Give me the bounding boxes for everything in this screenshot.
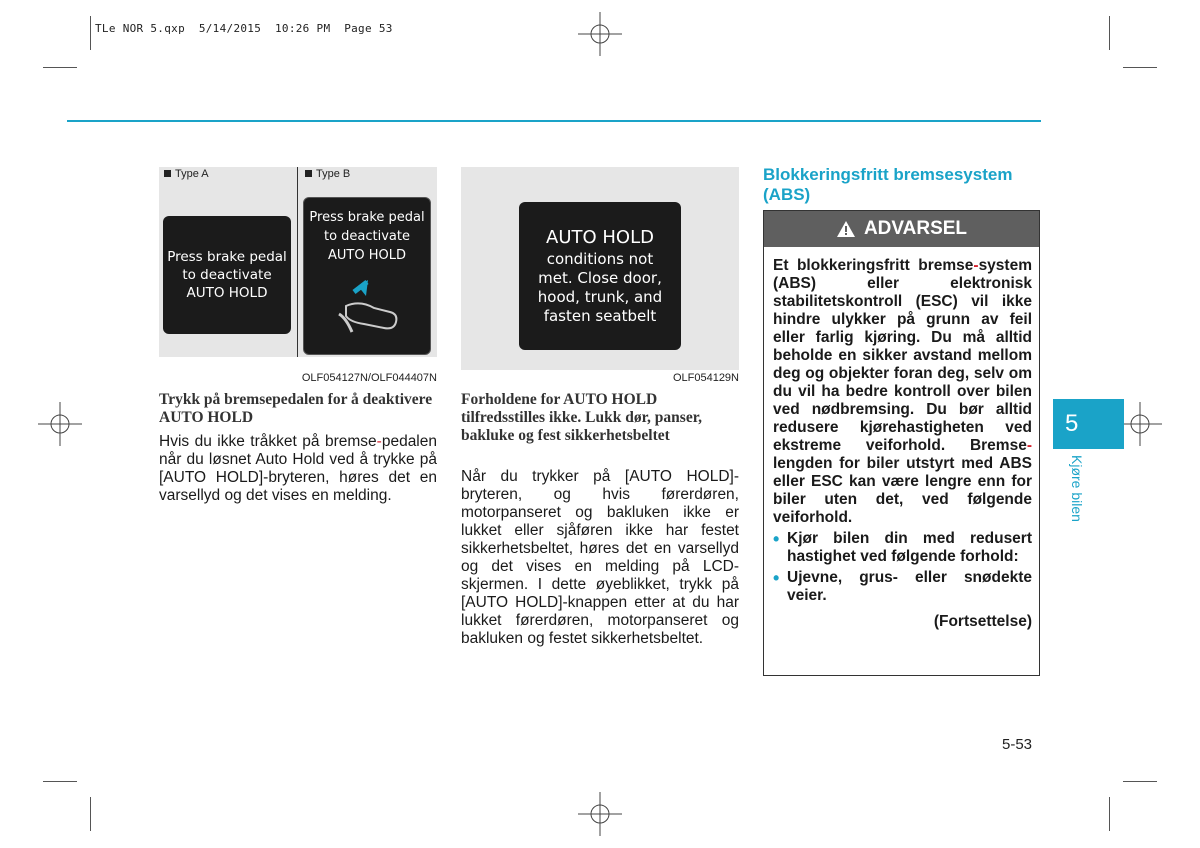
chapter-number: 5 (1065, 410, 1079, 437)
type-a-label: Type A (164, 168, 209, 180)
body-text-col1: Hvis du ikke tråkket på bremse-pedalen når du løsnet Auto Hold ved å trykke på [AUTO HOLD]-bryteren, høres det en varsellyd og det vises en melding. (159, 433, 437, 504)
figure-code-middle: OLF054129N (672, 372, 739, 384)
registration-mark-icon (1118, 402, 1162, 446)
chapter-tab (1053, 399, 1124, 449)
chapter-label-vertical (1060, 455, 1092, 535)
warning-triangle-icon (836, 220, 856, 238)
registration-mark-icon (38, 402, 82, 446)
caption-deactivate-auto-hold: Trykk på bremsepedalen for å deaktivere AUTO HOLD (159, 391, 433, 426)
warning-header (764, 211, 1039, 247)
section-title-abs: Blokkeringsfritt bremsesystem (ABS) (763, 165, 1013, 204)
warning-text (773, 257, 1032, 631)
type-b-label: Type B (305, 168, 350, 180)
figure-code-left: OLF054127N/OLF044407N (301, 372, 437, 384)
warning-box (763, 210, 1040, 676)
warning-bullet: • Ujevne, grus- eller snødekte veier. (773, 569, 1032, 605)
lcd-screen-type-a: Press brake pedal to deactivate AUTO HOLD (163, 216, 291, 334)
crop-mark (90, 16, 91, 50)
registration-mark-icon (578, 12, 622, 56)
crop-mark (90, 797, 91, 831)
crop-mark (1123, 781, 1157, 782)
crop-mark (43, 67, 77, 68)
crop-mark (1109, 797, 1110, 831)
warning-paragraph: Et blokkeringsfritt bremse-system (ABS) eller elektronisk stabilitetskontroll (ESC) vil ikke hindre ulykker på grunn av feil eller farlig kjøring. Du må alltid beholde en sikker avstand mellom deg og objekter foran deg, selv om du vil ha bedre kontroll over bilen ved nødbremsing. Du bør alltid redusere kjørehastigheten ved ekstreme veiforhold. Bremse-lengden for biler utstyrt med ABS eller ESC kan være lengre enn for biler uten det, ved følgende veiforhold. (773, 257, 1032, 526)
lcd-screen-type-b: Press brake pedal to deactivate AUTO HOLD (303, 197, 431, 355)
lcd-screen-auto-hold: AUTO HOLD conditions not met. Close door, hood, trunk, and fasten seatbelt (519, 202, 681, 350)
chapter-label: Kjøre bilen (1069, 455, 1085, 522)
crop-mark (43, 781, 77, 782)
body-text-col2: Når du trykker på [AUTO HOLD]-bryteren, og hvis førerdøren, motorpanseret og bakluken ikke er lukket eller sjåføren ikke har festet sikkerhetsbeltet, høres det en varsellyd og det vises en melding på LCD-skjermen. I dette øyeblikket, trykk på [AUTO HOLD]-knappen etter at du har lukket førerdøren, motorpanseret og bakluken og festet sikkerhetsbeltet. (461, 468, 739, 647)
crop-mark (1109, 16, 1110, 50)
top-rule (67, 120, 1041, 122)
figure-type-a-b (159, 167, 437, 357)
warning-bullet: • Kjør bilen din med redusert hastighet ved følgende forhold: (773, 530, 1032, 566)
foot-on-brake-icon (334, 278, 404, 338)
page-number: 5-53 (1002, 736, 1033, 753)
caption-conditions-not-met: Forholdene for AUTO HOLD tilfredsstilles ikke. Lukk dør, panser, bakluke og fest sikkerhetsbeltet (461, 391, 703, 444)
warning-label: ADVARSEL (863, 218, 968, 239)
continued-label: (Fortsettelse) (933, 613, 1032, 630)
crop-mark (1123, 67, 1157, 68)
registration-mark-icon (578, 792, 622, 836)
figure-conditions-not-met (461, 167, 739, 370)
figure-divider (297, 167, 298, 357)
print-slug: TLe NOR 5.qxp 5/14/2015 10:26 PM Page 53 (95, 22, 393, 35)
